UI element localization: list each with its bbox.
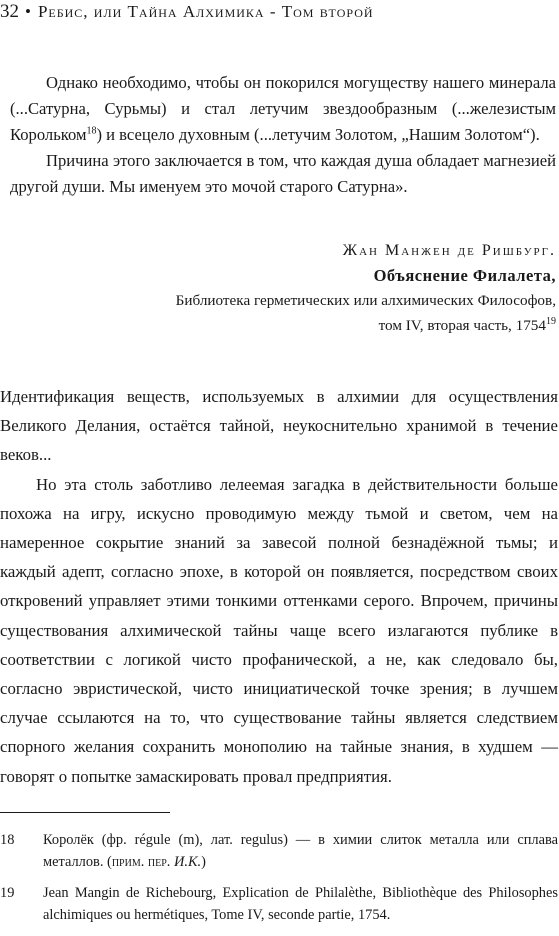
body-paragraph-1: Идентификация веществ, используемых в алхимии для осуществления Великого Делания, остаётся тайной, неукоснительно хранимой в течение веков... bbox=[0, 387, 558, 465]
quote-attribution bbox=[36, 238, 556, 338]
main-text bbox=[0, 382, 558, 791]
running-title: Ребис, или Тайна Алхимика - Том второй bbox=[37, 2, 374, 21]
attribution-source: Библиотека герметических или алхимических Философов, bbox=[175, 292, 556, 309]
footnote-text: Jean Mangin de Richebourg, Explication de Philalèthe, Bibliothèque des Philosophes alchimiques ou hermétiques, Tome IV, seconde partie, 1754. bbox=[43, 885, 558, 923]
footnotes bbox=[0, 830, 558, 936]
footnote-18 bbox=[0, 830, 558, 873]
footnote-text: Королёк (фр. régule (m), лат. regulus) — в химии слиток металла или сплава металлов. ( bbox=[43, 832, 558, 870]
body-paragraph-2: Но эта столь заботливо лелеемая загадка в действительности больше похожа на игру, искусно проводимую между тьмой и светом, чем на намеренное сокрытие знаний за завесой полной безнадёжной тьмы; и каждый адепт, согласно эпохе, в которой он появляется, посредством своих откровений управляет этими тонкими оттенками серого. Впрочем, причины существования алхимической тайны чаще всего излагаются публике в соответствии с логикой чисто профанической, а не, как следовало бы, согласно эвристической, чисто инициатической точке зрения; в лучшем случае ссылаются на то, что существование тайны является следствием спорного желания сохранить монополию на тайные знания, в худшем — говорят о попытке замаскировать провал предприятия. bbox=[0, 474, 558, 786]
footnote-ref-18[interactable]: 18 bbox=[86, 125, 97, 137]
footnote-text-end: ) bbox=[201, 853, 206, 870]
translator-note-label: прим. пер. bbox=[111, 853, 171, 870]
attribution-work: Объяснение Филалета, bbox=[373, 266, 556, 285]
attribution-volume bbox=[36, 313, 556, 338]
footnote-19 bbox=[0, 883, 558, 926]
footnote-number: 18 bbox=[0, 832, 15, 848]
footnote-number: 19 bbox=[0, 885, 15, 901]
quote-p1-text-end: ) и всецело духовным (...летучим Золотом, „Нашим Золотом“). bbox=[96, 125, 540, 144]
attribution-author: Жан Манжен де Ришбург. bbox=[342, 242, 556, 259]
footnote-divider bbox=[0, 812, 170, 813]
quote-paragraph-1 bbox=[10, 70, 556, 148]
page-number: 32 bbox=[0, 1, 19, 22]
quote-paragraph-2: Причина этого заключается в том, что каждая душа обладает магнезией другой души. Мы именуем это мочой старого Сатурна». bbox=[10, 151, 556, 196]
translator-initials: И.К. bbox=[174, 853, 202, 870]
footnote-ref-19[interactable]: 19 bbox=[546, 315, 556, 327]
running-header bbox=[0, 1, 559, 27]
epigraph-quote bbox=[10, 70, 556, 200]
attribution-volume-text: том IV, вторая часть, 1754 bbox=[378, 317, 546, 334]
header-bullet: • bbox=[25, 2, 32, 21]
quote-p1-text: Однако необходимо, чтобы он покорился могуществу нашего минерала (...Сатурна, Сурьмы) и стал летучим звездообразным (...железистым Корольком bbox=[10, 73, 556, 144]
